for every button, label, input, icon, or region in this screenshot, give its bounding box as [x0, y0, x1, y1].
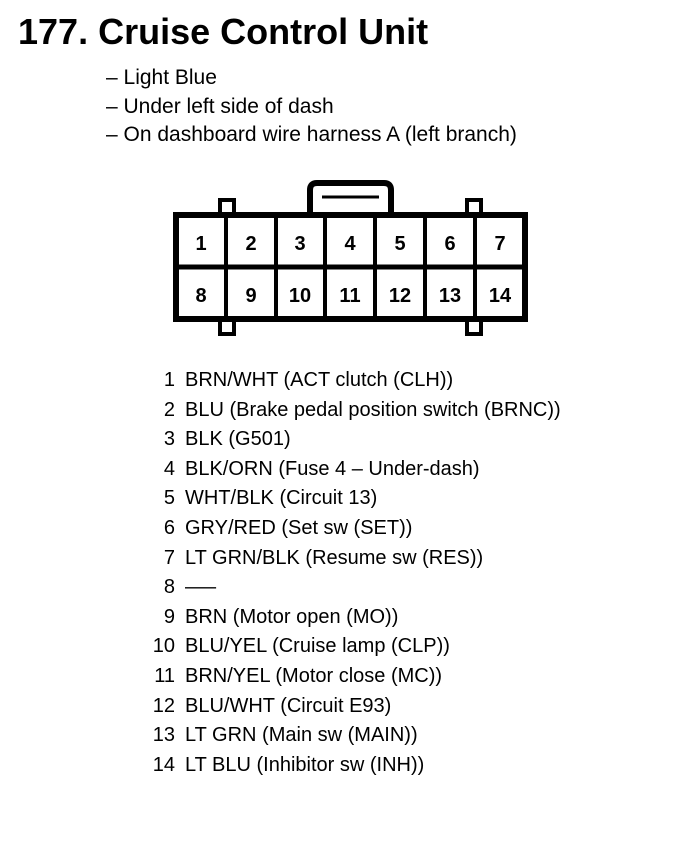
pinout-row: [120, 751, 640, 781]
pinout-description: BRN/YEL (Motor close (MC)): [185, 664, 443, 687]
pinout-row: [120, 396, 640, 426]
pin-label-6: 6: [444, 233, 456, 255]
pinout-row: [120, 425, 640, 455]
pinout-row: [120, 603, 640, 633]
pinout-number: 1: [163, 369, 175, 391]
pin-label-5: 5: [394, 233, 406, 255]
pinout-description: GRY/RED (Set sw (SET)): [185, 516, 413, 539]
pinout-description: BLK/ORN (Fuse 4 – Under-dash): [185, 457, 480, 480]
pinout-description: —–: [185, 576, 217, 599]
page-title: 177. Cruise Control Unit: [18, 11, 429, 52]
connector-latch: [310, 183, 391, 215]
pinout-number: 2: [163, 398, 175, 421]
pinout-row: [120, 544, 640, 574]
pinout-description: BLU/YEL (Cruise lamp (CLP)): [185, 635, 450, 658]
pin-label-9: 9: [245, 285, 257, 307]
pin-label-3: 3: [294, 233, 306, 255]
pinout-description: BLU (Brake pedal position switch (BRNC)): [185, 398, 561, 421]
pinout-row: [120, 366, 640, 396]
pinout-description: BLK (G501): [185, 428, 291, 451]
pinout-row: [120, 514, 640, 544]
pinout-description: LT GRN (Main sw (MAIN)): [185, 724, 418, 747]
detail-color: – Light Blue: [106, 66, 217, 89]
pinout-number: 14: [152, 753, 175, 776]
pin-label-11: 11: [339, 285, 361, 307]
pin-label-8: 8: [195, 285, 207, 307]
detail-harness: – On dashboard wire harness A (left branch): [106, 123, 517, 146]
pin-label-13: 13: [438, 285, 462, 307]
pinout-description: BRN (Motor open (MO)): [185, 605, 399, 628]
pinout-number: 12: [152, 694, 175, 717]
pinout-number: 11: [154, 664, 175, 687]
pinout-description: LT BLU (Inhibitor sw (INH)): [185, 753, 425, 776]
pinout-row: [120, 662, 640, 692]
pinout-row: [120, 484, 640, 514]
pinout-list: [120, 366, 640, 780]
pinout-number: 7: [163, 546, 175, 569]
pinout-number: 8: [163, 576, 175, 599]
pinout-number: 3: [163, 428, 175, 451]
pin-label-10: 10: [288, 285, 312, 307]
pinout-number: 5: [163, 487, 175, 510]
pinout-number: 6: [163, 516, 175, 539]
pinout-description: LT GRN/BLK (Resume sw (RES)): [185, 546, 484, 569]
pinout-description: BRN/WHT (ACT clutch (CLH)): [185, 369, 454, 391]
pinout-number: 4: [163, 457, 175, 480]
pinout-row: [120, 721, 640, 751]
pin-label-2: 2: [245, 233, 257, 255]
pinout-description: BLU/WHT (Circuit E93): [185, 694, 392, 717]
pinout-description: WHT/BLK (Circuit 13): [185, 487, 378, 510]
pin-label-4: 4: [344, 233, 356, 255]
pinout-row: [120, 455, 640, 485]
pin-label-12: 12: [388, 285, 412, 307]
pinout-row: [120, 632, 640, 662]
pin-label-7: 7: [494, 233, 506, 255]
pinout-row: [120, 573, 640, 603]
detail-location: – Under left side of dash: [106, 94, 334, 118]
pinout-row: [120, 692, 640, 722]
pinout-number: 9: [163, 605, 175, 628]
pin-label-1: 1: [195, 233, 207, 255]
pinout-number: 13: [152, 724, 175, 747]
pin-label-14: 14: [488, 285, 512, 307]
pinout-number: 10: [152, 635, 175, 658]
